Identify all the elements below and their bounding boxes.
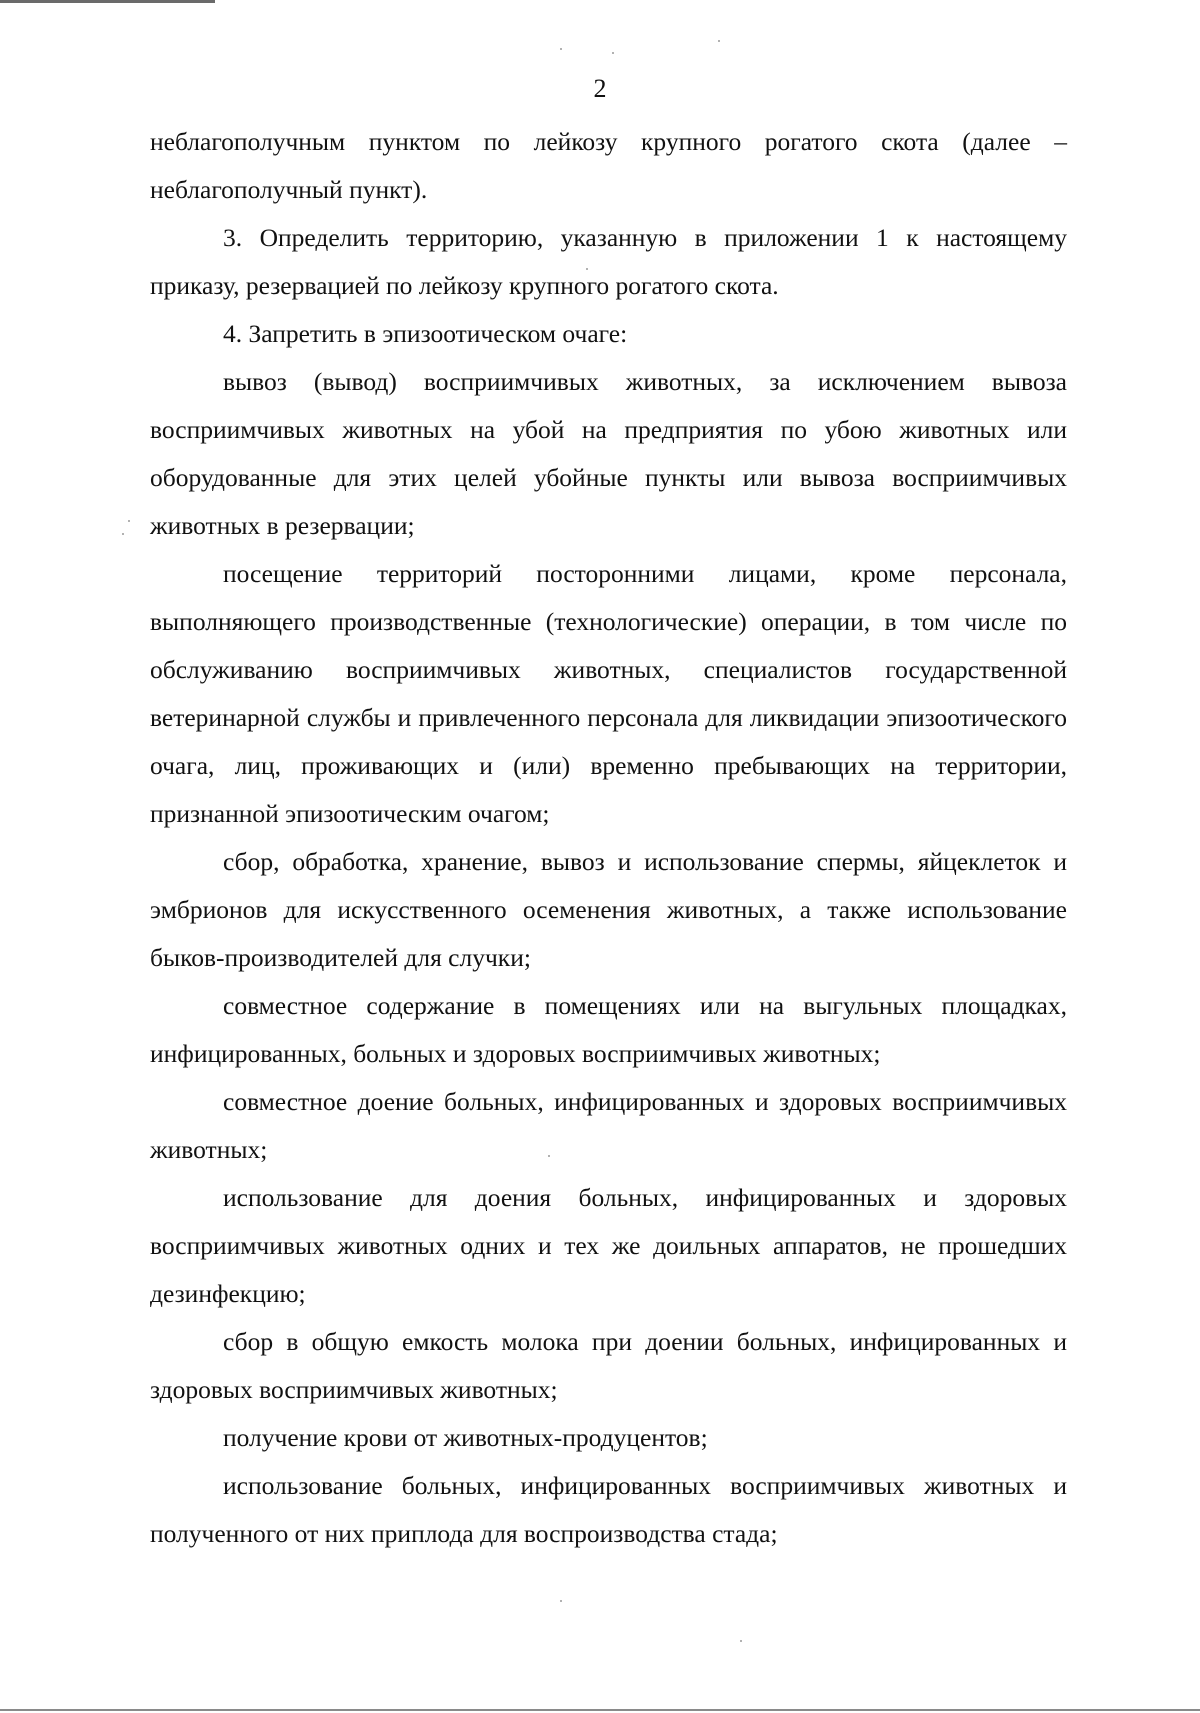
scan-speck	[122, 533, 124, 535]
paragraph: использование больных, инфицированных восприимчивых животных и полученного от них приплода для воспроизводства стада;	[150, 1471, 1067, 1548]
scan-edge-bottom	[0, 1709, 1200, 1711]
scan-edge-top	[0, 0, 215, 3]
paragraph: вывоз (вывод) восприимчивых животных, за исключением вывоза восприимчивых животных на убой на предприятия по убою животных или оборудованные для этих целей убойные пункты или вывоза восприимчивых животных в резервации;	[150, 367, 1067, 540]
paragraph: 4. Запретить в эпизоотическом очаге:	[223, 319, 628, 348]
paragraph: совместное доение больных, инфицированных и здоровых восприимчивых животных;	[150, 1087, 1067, 1164]
scan-speck	[612, 52, 614, 54]
paragraph: неблагополучным пунктом по лейкозу крупного рогатого скота (далее – неблагополучный пункт).	[150, 127, 1067, 204]
scan-speck	[560, 48, 562, 50]
document-body	[150, 118, 1067, 1558]
scan-speck	[740, 1640, 742, 1642]
paragraph: 3. Определить территорию, указанную в приложении 1 к настоящему приказу, резервацией по лейкозу крупного рогатого скота.	[150, 223, 1067, 300]
paragraph: совместное содержание в помещениях или на выгульных площадках, инфицированных, больных и здоровых восприимчивых животных;	[150, 991, 1067, 1068]
paragraph: получение крови от животных-продуцентов;	[223, 1423, 708, 1452]
scan-speck	[128, 520, 130, 522]
paragraph: посещение территорий посторонними лицами, кроме персонала, выполняющего производственные (технологические) операции, в том числе по обслуживанию восприимчивых животных, специалистов государственной ветеринарной службы и привлеченного персонала для ликвидации эпизоотического очага, лиц, проживающих и (или) временно пребывающих на территории, признанной эпизоотическим очагом;	[150, 559, 1067, 828]
paragraph: использование для доения больных, инфицированных и здоровых восприимчивых животных одних и тех же доильных аппаратов, не прошедших дезинфекцию;	[150, 1183, 1067, 1308]
paragraph: сбор в общую емкость молока при доении больных, инфицированных и здоровых восприимчивых животных;	[150, 1327, 1067, 1404]
paragraph: сбор, обработка, хранение, вывоз и использование спермы, яйцеклеток и эмбрионов для искусственного осеменения животных, а также использование быков-производителей для случки;	[150, 847, 1067, 972]
scan-speck	[560, 1600, 562, 1602]
page-number: 2	[593, 74, 607, 103]
scan-speck	[718, 40, 720, 42]
